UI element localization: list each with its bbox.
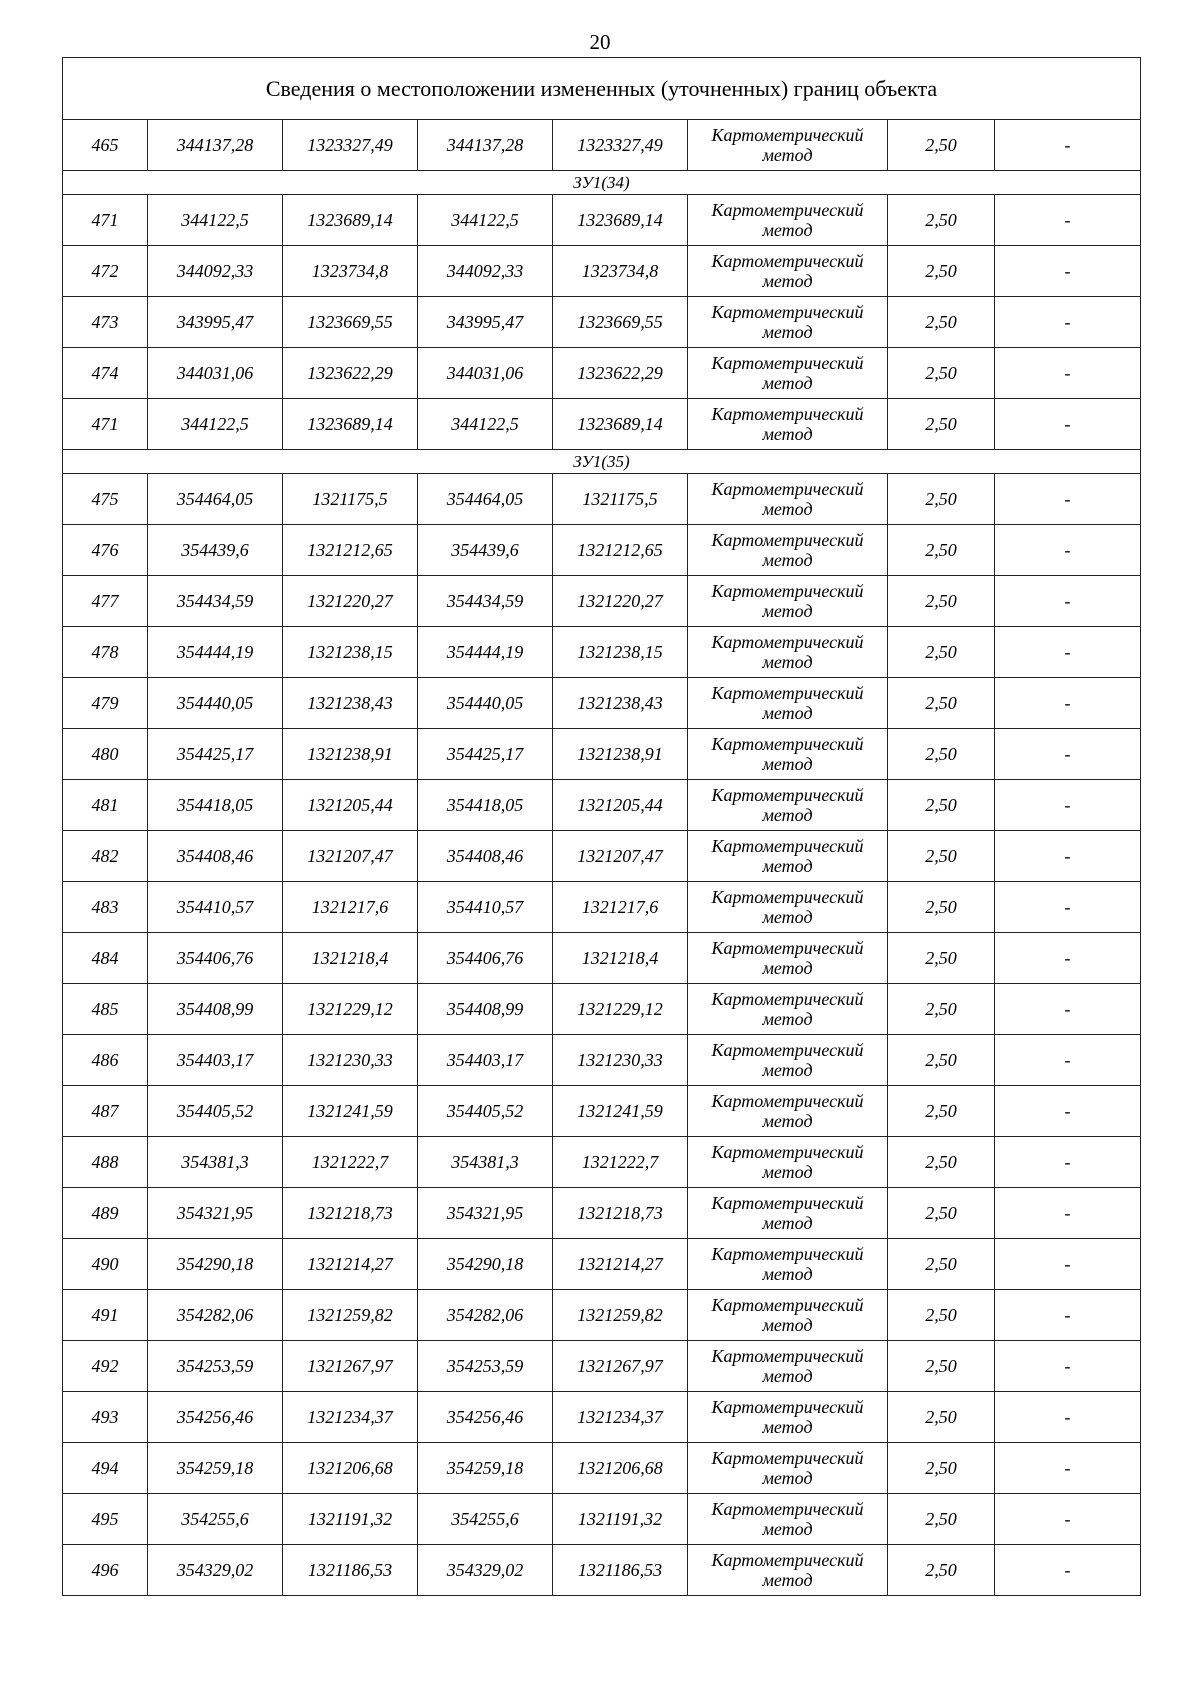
note-cell: - — [995, 831, 1141, 882]
method-cell: Картометрический метод — [688, 1188, 888, 1239]
point-number-cell: 477 — [63, 576, 148, 627]
existing-y-cell: 1321175,5 — [283, 474, 418, 525]
point-number-cell: 475 — [63, 474, 148, 525]
point-number-cell: 480 — [63, 729, 148, 780]
refined-x-cell: 354410,57 — [418, 882, 553, 933]
note-cell: - — [995, 576, 1141, 627]
note-cell: - — [995, 1188, 1141, 1239]
existing-x-cell: 354408,99 — [148, 984, 283, 1035]
method-cell: Картометрический метод — [688, 1494, 888, 1545]
refined-x-cell: 354418,05 — [418, 780, 553, 831]
existing-y-cell: 1321238,15 — [283, 627, 418, 678]
table-row — [63, 1239, 1141, 1290]
table-row — [63, 678, 1141, 729]
existing-y-cell: 1321206,68 — [283, 1443, 418, 1494]
refined-x-cell: 344122,5 — [418, 399, 553, 450]
accuracy-cell: 2,50 — [888, 1341, 995, 1392]
accuracy-cell: 2,50 — [888, 1392, 995, 1443]
existing-x-cell: 354425,17 — [148, 729, 283, 780]
accuracy-cell: 2,50 — [888, 1290, 995, 1341]
method-cell: Картометрический метод — [688, 1443, 888, 1494]
table-row — [63, 297, 1141, 348]
existing-x-cell: 344137,28 — [148, 120, 283, 171]
refined-y-cell: 1321259,82 — [553, 1290, 688, 1341]
method-cell: Картометрический метод — [688, 831, 888, 882]
existing-x-cell: 354464,05 — [148, 474, 283, 525]
refined-x-cell: 354408,99 — [418, 984, 553, 1035]
method-cell: Картометрический метод — [688, 474, 888, 525]
existing-y-cell: 1321222,7 — [283, 1137, 418, 1188]
table-row — [63, 399, 1141, 450]
method-cell: Картометрический метод — [688, 1137, 888, 1188]
existing-x-cell: 344092,33 — [148, 246, 283, 297]
refined-x-cell: 354405,52 — [418, 1086, 553, 1137]
note-cell: - — [995, 348, 1141, 399]
note-cell: - — [995, 1086, 1141, 1137]
accuracy-cell: 2,50 — [888, 627, 995, 678]
point-number-cell: 484 — [63, 933, 148, 984]
note-cell: - — [995, 1035, 1141, 1086]
existing-y-cell: 1321229,12 — [283, 984, 418, 1035]
method-cell: Картометрический метод — [688, 1239, 888, 1290]
existing-x-cell: 354439,6 — [148, 525, 283, 576]
refined-x-cell: 354444,19 — [418, 627, 553, 678]
existing-y-cell: 1323734,8 — [283, 246, 418, 297]
table-row — [63, 780, 1141, 831]
method-cell: Картометрический метод — [688, 984, 888, 1035]
point-number-cell: 487 — [63, 1086, 148, 1137]
group-header-row — [63, 171, 1141, 195]
refined-y-cell: 1321229,12 — [553, 984, 688, 1035]
boundary-coordinates-table — [62, 57, 1141, 1596]
accuracy-cell: 2,50 — [888, 1137, 995, 1188]
point-number-cell: 482 — [63, 831, 148, 882]
existing-y-cell: 1321241,59 — [283, 1086, 418, 1137]
method-cell: Картометрический метод — [688, 1086, 888, 1137]
note-cell: - — [995, 933, 1141, 984]
method-cell: Картометрический метод — [688, 882, 888, 933]
existing-x-cell: 354290,18 — [148, 1239, 283, 1290]
accuracy-cell: 2,50 — [888, 1494, 995, 1545]
accuracy-cell: 2,50 — [888, 1545, 995, 1596]
table-row — [63, 525, 1141, 576]
existing-y-cell: 1323327,49 — [283, 120, 418, 171]
refined-y-cell: 1321238,43 — [553, 678, 688, 729]
refined-y-cell: 1321206,68 — [553, 1443, 688, 1494]
refined-y-cell: 1321212,65 — [553, 525, 688, 576]
point-number-cell: 479 — [63, 678, 148, 729]
point-number-cell: 489 — [63, 1188, 148, 1239]
refined-y-cell: 1323734,8 — [553, 246, 688, 297]
method-cell: Картометрический метод — [688, 1290, 888, 1341]
method-cell: Картометрический метод — [688, 780, 888, 831]
method-cell: Картометрический метод — [688, 678, 888, 729]
accuracy-cell: 2,50 — [888, 831, 995, 882]
existing-x-cell: 354255,6 — [148, 1494, 283, 1545]
note-cell: - — [995, 780, 1141, 831]
accuracy-cell: 2,50 — [888, 474, 995, 525]
refined-x-cell: 354381,3 — [418, 1137, 553, 1188]
point-number-cell: 494 — [63, 1443, 148, 1494]
refined-x-cell: 344122,5 — [418, 195, 553, 246]
existing-y-cell: 1321259,82 — [283, 1290, 418, 1341]
table-row — [63, 1086, 1141, 1137]
table-title: Сведения о местоположении измененных (уточненных) границ объекта — [63, 58, 1141, 120]
refined-x-cell: 354403,17 — [418, 1035, 553, 1086]
note-cell: - — [995, 627, 1141, 678]
refined-y-cell: 1321220,27 — [553, 576, 688, 627]
table-row — [63, 1341, 1141, 1392]
refined-x-cell: 354255,6 — [418, 1494, 553, 1545]
method-cell: Картометрический метод — [688, 297, 888, 348]
existing-x-cell: 354434,59 — [148, 576, 283, 627]
table-row — [63, 1035, 1141, 1086]
table-row — [63, 1188, 1141, 1239]
existing-x-cell: 344122,5 — [148, 195, 283, 246]
method-cell: Картометрический метод — [688, 246, 888, 297]
refined-y-cell: 1321218,73 — [553, 1188, 688, 1239]
refined-x-cell: 354425,17 — [418, 729, 553, 780]
existing-y-cell: 1321191,32 — [283, 1494, 418, 1545]
method-cell: Картометрический метод — [688, 729, 888, 780]
existing-y-cell: 1323689,14 — [283, 195, 418, 246]
table-row — [63, 348, 1141, 399]
method-cell: Картометрический метод — [688, 195, 888, 246]
note-cell: - — [995, 1443, 1141, 1494]
table-row — [63, 984, 1141, 1035]
refined-y-cell: 1321234,37 — [553, 1392, 688, 1443]
accuracy-cell: 2,50 — [888, 933, 995, 984]
existing-x-cell: 354408,46 — [148, 831, 283, 882]
existing-x-cell: 354418,05 — [148, 780, 283, 831]
existing-x-cell: 344122,5 — [148, 399, 283, 450]
table-row — [63, 120, 1141, 171]
refined-x-cell: 344092,33 — [418, 246, 553, 297]
point-number-cell: 481 — [63, 780, 148, 831]
refined-y-cell: 1321230,33 — [553, 1035, 688, 1086]
refined-x-cell: 354282,06 — [418, 1290, 553, 1341]
refined-x-cell: 354290,18 — [418, 1239, 553, 1290]
refined-x-cell: 344031,06 — [418, 348, 553, 399]
method-cell: Картометрический метод — [688, 1545, 888, 1596]
refined-y-cell: 1321241,59 — [553, 1086, 688, 1137]
note-cell: - — [995, 678, 1141, 729]
refined-y-cell: 1321222,7 — [553, 1137, 688, 1188]
existing-y-cell: 1321267,97 — [283, 1341, 418, 1392]
note-cell: - — [995, 1392, 1141, 1443]
table-row — [63, 1545, 1141, 1596]
page-number: 20 — [589, 30, 611, 54]
refined-x-cell: 354259,18 — [418, 1443, 553, 1494]
group-header-row — [63, 450, 1141, 474]
point-number-cell: 493 — [63, 1392, 148, 1443]
accuracy-cell: 2,50 — [888, 882, 995, 933]
existing-y-cell: 1323689,14 — [283, 399, 418, 450]
existing-x-cell: 354256,46 — [148, 1392, 283, 1443]
existing-x-cell: 354444,19 — [148, 627, 283, 678]
refined-y-cell: 1321217,6 — [553, 882, 688, 933]
table-row — [63, 1290, 1141, 1341]
method-cell: Картометрический метод — [688, 933, 888, 984]
table-row — [63, 627, 1141, 678]
table-row — [63, 195, 1141, 246]
table-row — [63, 729, 1141, 780]
existing-x-cell: 354406,76 — [148, 933, 283, 984]
note-cell: - — [995, 525, 1141, 576]
method-cell: Картометрический метод — [688, 627, 888, 678]
refined-x-cell: 354329,02 — [418, 1545, 553, 1596]
point-number-cell: 490 — [63, 1239, 148, 1290]
point-number-cell: 495 — [63, 1494, 148, 1545]
note-cell: - — [995, 246, 1141, 297]
point-number-cell: 486 — [63, 1035, 148, 1086]
existing-x-cell: 354259,18 — [148, 1443, 283, 1494]
accuracy-cell: 2,50 — [888, 576, 995, 627]
accuracy-cell: 2,50 — [888, 1188, 995, 1239]
existing-x-cell: 354381,3 — [148, 1137, 283, 1188]
refined-x-cell: 354408,46 — [418, 831, 553, 882]
note-cell: - — [995, 1494, 1141, 1545]
refined-y-cell: 1321175,5 — [553, 474, 688, 525]
table-row — [63, 576, 1141, 627]
note-cell: - — [995, 120, 1141, 171]
existing-x-cell: 344031,06 — [148, 348, 283, 399]
method-cell: Картометрический метод — [688, 120, 888, 171]
point-number-cell: 472 — [63, 246, 148, 297]
note-cell: - — [995, 399, 1141, 450]
group-label: ЗУ1(35) — [63, 450, 1141, 474]
accuracy-cell: 2,50 — [888, 348, 995, 399]
existing-x-cell: 343995,47 — [148, 297, 283, 348]
refined-x-cell: 354256,46 — [418, 1392, 553, 1443]
note-cell: - — [995, 195, 1141, 246]
existing-y-cell: 1321214,27 — [283, 1239, 418, 1290]
refined-y-cell: 1323689,14 — [553, 195, 688, 246]
existing-x-cell: 354405,52 — [148, 1086, 283, 1137]
note-cell: - — [995, 729, 1141, 780]
existing-x-cell: 354410,57 — [148, 882, 283, 933]
refined-x-cell: 354439,6 — [418, 525, 553, 576]
existing-y-cell: 1321212,65 — [283, 525, 418, 576]
table-row — [63, 933, 1141, 984]
point-number-cell: 485 — [63, 984, 148, 1035]
refined-y-cell: 1321207,47 — [553, 831, 688, 882]
existing-y-cell: 1321220,27 — [283, 576, 418, 627]
refined-y-cell: 1323669,55 — [553, 297, 688, 348]
existing-x-cell: 354253,59 — [148, 1341, 283, 1392]
accuracy-cell: 2,50 — [888, 297, 995, 348]
existing-y-cell: 1323669,55 — [283, 297, 418, 348]
accuracy-cell: 2,50 — [888, 1239, 995, 1290]
table-row — [63, 1137, 1141, 1188]
refined-y-cell: 1321238,91 — [553, 729, 688, 780]
point-number-cell: 491 — [63, 1290, 148, 1341]
refined-y-cell: 1323622,29 — [553, 348, 688, 399]
table-row — [63, 1443, 1141, 1494]
existing-y-cell: 1321238,43 — [283, 678, 418, 729]
existing-y-cell: 1321230,33 — [283, 1035, 418, 1086]
accuracy-cell: 2,50 — [888, 678, 995, 729]
note-cell: - — [995, 1545, 1141, 1596]
group-label: ЗУ1(34) — [63, 171, 1141, 195]
table-row — [63, 831, 1141, 882]
refined-y-cell: 1321238,15 — [553, 627, 688, 678]
note-cell: - — [995, 1290, 1141, 1341]
refined-x-cell: 344137,28 — [418, 120, 553, 171]
refined-x-cell: 354464,05 — [418, 474, 553, 525]
accuracy-cell: 2,50 — [888, 729, 995, 780]
refined-y-cell: 1323689,14 — [553, 399, 688, 450]
method-cell: Картометрический метод — [688, 576, 888, 627]
existing-y-cell: 1321238,91 — [283, 729, 418, 780]
existing-x-cell: 354282,06 — [148, 1290, 283, 1341]
existing-y-cell: 1321234,37 — [283, 1392, 418, 1443]
refined-y-cell: 1321191,32 — [553, 1494, 688, 1545]
table-row — [63, 474, 1141, 525]
refined-x-cell: 354321,95 — [418, 1188, 553, 1239]
point-number-cell: 474 — [63, 348, 148, 399]
existing-x-cell: 354321,95 — [148, 1188, 283, 1239]
refined-y-cell: 1321186,53 — [553, 1545, 688, 1596]
point-number-cell: 476 — [63, 525, 148, 576]
refined-y-cell: 1321267,97 — [553, 1341, 688, 1392]
method-cell: Картометрический метод — [688, 399, 888, 450]
method-cell: Картометрический метод — [688, 348, 888, 399]
existing-y-cell: 1321207,47 — [283, 831, 418, 882]
existing-y-cell: 1321218,4 — [283, 933, 418, 984]
table-row — [63, 246, 1141, 297]
accuracy-cell: 2,50 — [888, 525, 995, 576]
note-cell: - — [995, 297, 1141, 348]
refined-y-cell: 1323327,49 — [553, 120, 688, 171]
table-body — [63, 58, 1141, 1596]
accuracy-cell: 2,50 — [888, 246, 995, 297]
refined-x-cell: 354253,59 — [418, 1341, 553, 1392]
note-cell: - — [995, 1341, 1141, 1392]
accuracy-cell: 2,50 — [888, 120, 995, 171]
point-number-cell: 471 — [63, 399, 148, 450]
refined-x-cell: 343995,47 — [418, 297, 553, 348]
refined-y-cell: 1321218,4 — [553, 933, 688, 984]
point-number-cell: 473 — [63, 297, 148, 348]
accuracy-cell: 2,50 — [888, 1035, 995, 1086]
point-number-cell: 483 — [63, 882, 148, 933]
accuracy-cell: 2,50 — [888, 1086, 995, 1137]
refined-y-cell: 1321205,44 — [553, 780, 688, 831]
point-number-cell: 465 — [63, 120, 148, 171]
note-cell: - — [995, 882, 1141, 933]
table-row — [63, 1494, 1141, 1545]
existing-y-cell: 1321218,73 — [283, 1188, 418, 1239]
point-number-cell: 496 — [63, 1545, 148, 1596]
accuracy-cell: 2,50 — [888, 195, 995, 246]
point-number-cell: 471 — [63, 195, 148, 246]
existing-y-cell: 1323622,29 — [283, 348, 418, 399]
point-number-cell: 492 — [63, 1341, 148, 1392]
table-title-row — [63, 58, 1141, 120]
method-cell: Картометрический метод — [688, 1392, 888, 1443]
note-cell: - — [995, 474, 1141, 525]
existing-x-cell: 354329,02 — [148, 1545, 283, 1596]
note-cell: - — [995, 1239, 1141, 1290]
existing-y-cell: 1321217,6 — [283, 882, 418, 933]
refined-y-cell: 1321214,27 — [553, 1239, 688, 1290]
point-number-cell: 488 — [63, 1137, 148, 1188]
accuracy-cell: 2,50 — [888, 1443, 995, 1494]
point-number-cell: 478 — [63, 627, 148, 678]
refined-x-cell: 354434,59 — [418, 576, 553, 627]
existing-y-cell: 1321205,44 — [283, 780, 418, 831]
refined-x-cell: 354440,05 — [418, 678, 553, 729]
note-cell: - — [995, 984, 1141, 1035]
note-cell: - — [995, 1137, 1141, 1188]
method-cell: Картометрический метод — [688, 1035, 888, 1086]
existing-x-cell: 354403,17 — [148, 1035, 283, 1086]
table-row — [63, 1392, 1141, 1443]
table-row — [63, 882, 1141, 933]
refined-x-cell: 354406,76 — [418, 933, 553, 984]
accuracy-cell: 2,50 — [888, 984, 995, 1035]
accuracy-cell: 2,50 — [888, 399, 995, 450]
existing-y-cell: 1321186,53 — [283, 1545, 418, 1596]
method-cell: Картометрический метод — [688, 1341, 888, 1392]
method-cell: Картометрический метод — [688, 525, 888, 576]
existing-x-cell: 354440,05 — [148, 678, 283, 729]
accuracy-cell: 2,50 — [888, 780, 995, 831]
